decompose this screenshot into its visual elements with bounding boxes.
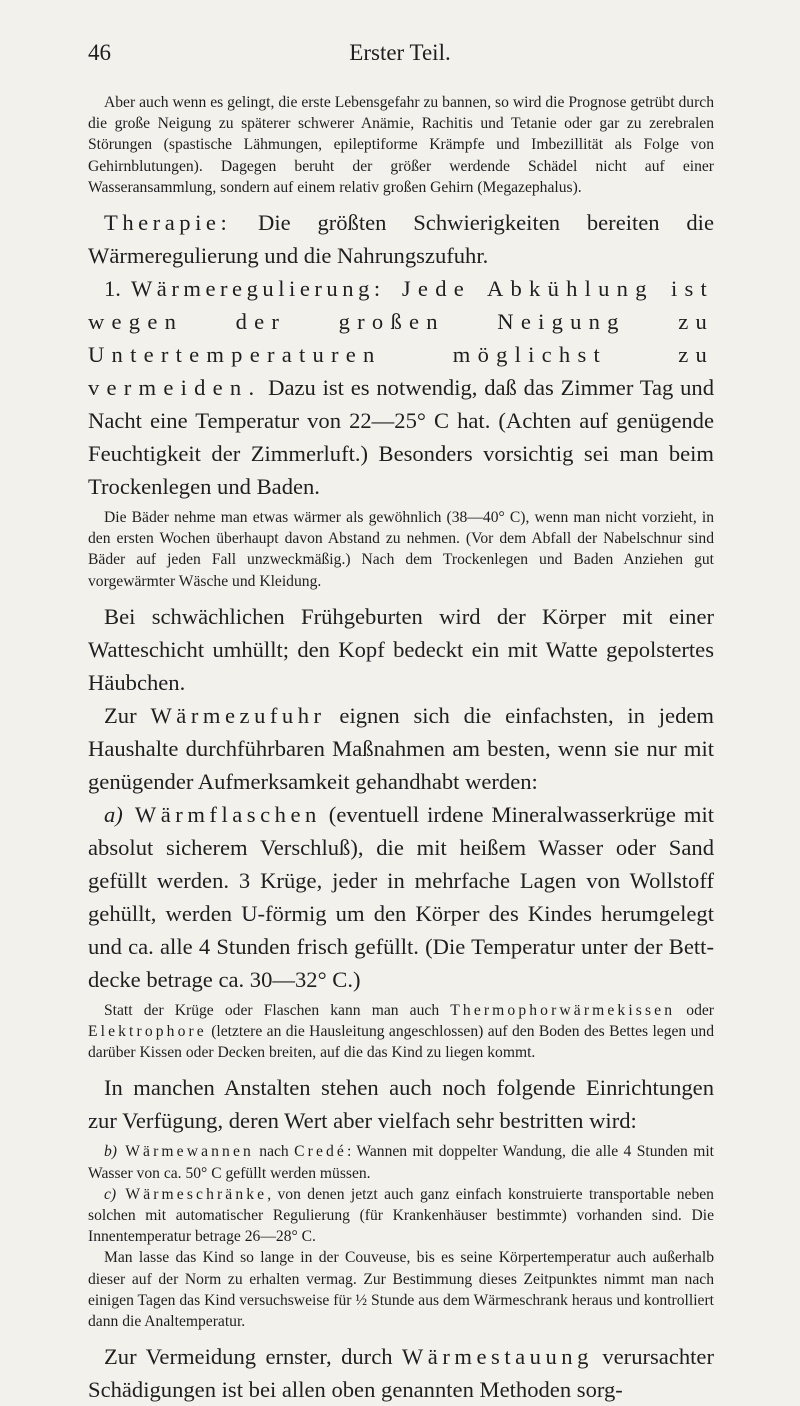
page-number: 46 [88, 40, 111, 65]
term-waermestauung: Wärmestauung [401, 1344, 593, 1370]
list-number: 1. [104, 276, 131, 302]
paragraph-couveuse: Man lasse das Kind so lange in der Couveuse, bis es seine Körpertemperatur auch außerhalb dieser auf der Norm zu erhalten vermag. Zur Bestimmung dieses Zeitpunktes nimmt man nach einigen Tagen das Kind versuchsweise für ½ Stunde aus dem Wärmeschrank heraus und kontrolliert dann die Analtemperatur. [88, 1249, 714, 1331]
paragraph-waermeschraenke [88, 1184, 714, 1248]
list-letter: b) [104, 1143, 117, 1161]
paragraph-text: eignen sich die einfachsten, in jedem Haushalte durchführbaren Maßnahmen am besten, wenn sie nur mit genügender Aufmerksamkeit gehandhabt werden: [88, 702, 714, 794]
spaced-emphasis: Jede Abkühlung ist wegen der großen Neigung zu Untertemperaturen möglichst zu vermeiden. [88, 276, 714, 401]
paragraph-waermewannen [88, 1141, 714, 1183]
term-thermophor: Thermophorwärmekissen [450, 1001, 676, 1019]
paragraph-fruehgeburten: Bei schwächlichen Frühgeburten wird der Körper mit einer Watteschicht umhüllt; den Kopf bedeckt ein mit Watte gepolstertes Häubchen. [88, 603, 714, 695]
term-waermflaschen: Wärmflaschen [122, 801, 321, 827]
paragraph-text: Die größten Schwierigkeiten bereiten die Wärmeregulierung und die Nahrungszufuhr. [88, 210, 714, 269]
paragraph-text: oder [675, 1001, 714, 1019]
name-crede: Credé [294, 1143, 347, 1161]
paragraph-text: (eventuell irdene Mineralwasserkrüge mit absolut sicherem Verschluß), die mit heißem Wasser oder Sand gefüllt werden. 3 Krüge, jeder in mehrfache Lagen von Wollstoff gehüllt, werden U-förmig um den Körper des Kindes herumgelegt und ca. alle 4 Stunden frisch gefüllt. (Die Temperatur unter der Bettdecke betrage ca. 30—32° C.) [88, 801, 714, 992]
paragraph-text: nach [253, 1143, 295, 1161]
paragraph-text: Zur [104, 702, 151, 728]
page-header [88, 40, 712, 74]
paragraph-anstalten: In manchen Anstalten stehen auch noch folgende Einrichtungen zur Verfügung, deren Wert aber vielfach sehr bestritten wird: [88, 1075, 714, 1134]
paragraph-thermophor [88, 1000, 714, 1064]
paragraph-text: Dazu ist es notwendig, daß das Zimmer Tag und Nacht eine Temperatur von 22—25° C hat. (Achten auf genügende Feuchtigkeit der Zimmerluft.) Besonders vorsichtig sei man beim Trockenlegen und Baden. [88, 375, 714, 500]
paragraph-text: Zur Vermeidung ernster, durch [104, 1344, 402, 1370]
paragraph-text: verursachter Schädigungen ist bei allen oben genannten Methoden sorg- [88, 1344, 714, 1403]
term-waermeschraenke: Wärmeschränke [116, 1185, 268, 1203]
term-waermeregulierung: Wärmeregulierung: [130, 276, 385, 302]
list-letter: a) [104, 801, 123, 827]
term-waermezufuhr: Wärmezufuhr [150, 702, 326, 728]
term-waermewannen: Wärmewannen [117, 1143, 254, 1161]
term-therapie: Therapie: [104, 210, 232, 236]
paragraph-waermeregulierung [88, 272, 714, 503]
page-body [88, 92, 714, 1406]
paragraph-therapie [88, 206, 714, 272]
paragraph-text: : Wannen mit doppelter Wandung, die alle 4 Stunden mit Wasser von ca. 50° C gefüllt werden müssen. [88, 1143, 715, 1182]
paragraph-text: Statt der Krüge oder Flaschen kann man auch [104, 1001, 451, 1019]
paragraph-waermflaschen [88, 798, 714, 996]
paragraph-prognose: Aber auch wenn es gelingt, die erste Lebensgefahr zu bannen, so wird die Prognose getrübt durch die große Neigung zu späterer schwerer Anämie, Rachitis und Tetanie oder gar zu zerebralen Störungen (spastische Lähmungen, epileptiforme Krämpfe und Imbezillität als Folge von Gehirnblutungen). Dagegen beruht der größer werdende Schädel nicht auf einer Wasseransammlung, sondern auf einem relativ großen Gehirn (Megazephalus). [88, 94, 714, 196]
list-letter: c) [104, 1185, 117, 1203]
paragraph-text: (letztere an die Hausleitung angeschlossen) auf den Boden des Bettes legen und darüber Kissen oder Decken breiten, auf die das Kind zu liegen kommt. [88, 1023, 714, 1062]
paragraph-baeder: Die Bäder nehme man etwas wärmer als gewöhnlich (38—40° C), wenn man nicht vorzieht, in den ersten Wochen überhaupt davon Abstand zu nehmen. (Vor dem Abfall der Nabelschnur sind Bäder auf jeden Fall unzweckmäßig.) Nach dem Trockenlegen und Baden Anziehen gut vorgewärmter Wäsche und Kleidung. [88, 509, 714, 590]
paragraph-waermezufuhr [88, 699, 714, 798]
term-elektrophore: Elektrophore [88, 1023, 207, 1041]
paragraph-text: , von denen jetzt auch ganz einfach konstruierte transportable neben solchen mit automatischer Regulierung (für Krankenhäuser bestimmte) vorhanden sind. Die Innentemperatur betrage 26—28° C. [88, 1185, 714, 1246]
running-head: Erster Teil. [349, 40, 451, 65]
paragraph-waermestauung [88, 1340, 714, 1406]
